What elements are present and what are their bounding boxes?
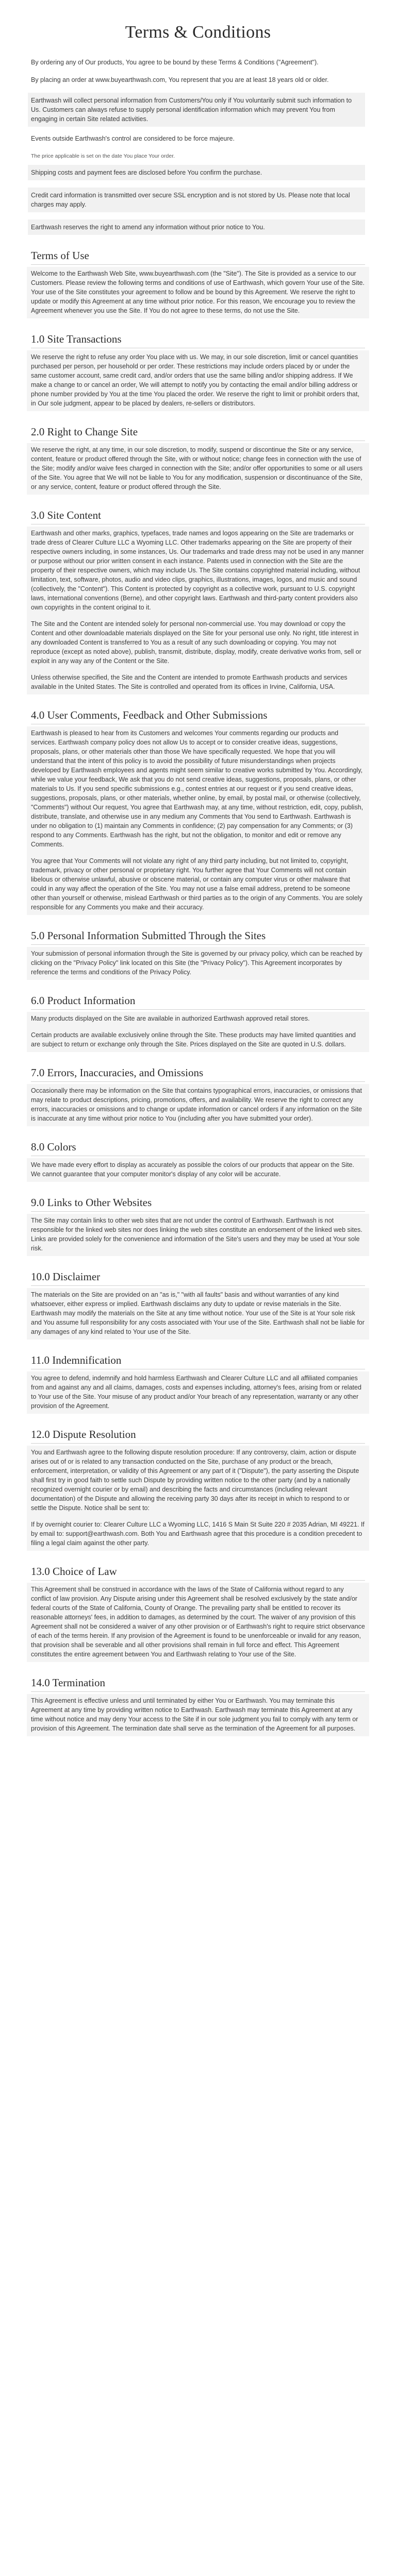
terms-section: [31, 929, 365, 980]
intro-highlight: [28, 219, 365, 235]
terms-section: [31, 1141, 365, 1182]
section-paragraph: Occasionally there may be information on the Site that contains typographical errors, inaccuracies, or omissions that may relate to product descriptions, pricing, promotions, offers, and availability. We reserve the right to correct any errors, inaccuracies or omissions and to change or update information or cancel orders if any information on the Site is inaccurate at any time without prior notice to You (including after you have submitted your order).: [31, 1087, 362, 1122]
section-body: [27, 947, 369, 980]
section-paragraph: Welcome to the Earthwash Web Site, www.buyearthwash.com (the "Site"). The Site is provided as a service to our Customers. Please review the following terms and conditions of use of Earthwash, which govern Your use of the Site. Your use of the Site constitutes your agreement to follow and be bound by this Agreement. We reserve the right to update or modify this Agreement at any time without prior notice. For this reason, We encourage you to review the Agreement whenever you use the Site. If You do not agree to these terms, do not use the Site.: [31, 270, 365, 314]
page-title: Terms & Conditions: [125, 23, 271, 42]
section-body: [27, 1214, 369, 1256]
intro-paragraph: By ordering any of Our products, You agree to be bound by these Terms & Conditions ("Agreement").: [31, 59, 319, 66]
section-paragraph: If by overnight courier to: Clearer Culture LLC a Wyoming LLC, 1416 S Main St Suite 220 # 2035 Adrian, MI 49221. If by email to: support@earthwash.com. Both You and Earthwash agree that this procedure is a condition precedent to filing a legal claim against the other party.: [31, 1521, 365, 1547]
section-heading: 14.0 Termination: [31, 1676, 365, 1692]
intro-paragraph: Events outside Earthwash's control are considered to be force majeure.: [31, 135, 235, 142]
section-paragraph: We reserve the right to refuse any order You place with us. We may, in our sole discretion, limit or cancel quantities purchased per person, per household or per order. These restrictions may include orders placed by or under the same customer account, same credit card, and/or orders that use the same billing and/or shipping address. If We make a change to or cancel an order, We will attempt to notify you by contacting the email and/or billing address or phone number provided by You at the time You placed the order. We reserve the right to limit or prohibit orders that, in Our sole judgment, appear to be placed by dealers, re-sellers or distributors.: [31, 353, 359, 407]
section-paragraph: You agree that Your Comments will not violate any right of any third party including, but not limited to, copyright, trademark, privacy or other personal or proprietary right. You further agree that Your Comments will not contain libelous or otherwise unlawful, abusive or obscene material, or contain any computer virus or other malware that could in any way affect the operation of the Site. You may not use a false email address, pretend to be someone other than yourself or otherwise, mislead Earthwash or third parties as to the origin of any Comments. You are solely responsible for any Comments you make and their accuracy.: [31, 857, 362, 911]
section-paragraph: We have made every effort to display as accurately as possible the colors of our products that appear on the Site. We cannot guarantee that your computer monitor's display of any color will be accurate.: [31, 1161, 354, 1178]
section-paragraph: You agree to defend, indemnify and hold harmless Earthwash and Clearer Culture LLC and all affiliated companies from and against any and all claims, damages, costs and expenses including, attorney's fees, arising from or related to Your use of the Site. Your misuse of any product and/or Your breach of any representation, warranty or any other provision of the Agreement.: [31, 1375, 361, 1410]
intro-paragraph: Earthwash reserves the right to amend any information without prior notice to You.: [31, 224, 265, 231]
section-heading: 7.0 Errors, Inaccuracies, and Omissions: [31, 1066, 365, 1082]
section-heading: Terms of Use: [31, 249, 365, 265]
section-paragraph: Certain products are available exclusively online through the Site. These products may have limited quantities and are subject to return or exchange only through the Site. Prices displayed on the Site are quoted in U.S. dollars.: [31, 1031, 356, 1048]
terms-content: [31, 0, 365, 1736]
intro-paragraph: Shipping costs and payment fees are disclosed before You confirm the purchase.: [31, 169, 262, 176]
terms-section: [31, 709, 365, 915]
section-paragraph: Many products displayed on the Site are available in authorized Earthwash approved retail stores.: [31, 1015, 310, 1022]
section-paragraph: Earthwash and other marks, graphics, typefaces, trade names and logos appearing on the Site are trademarks or trade dress of Clearer Culture LLC a Wyoming LLC. Other trademarks appearing on the Site are property of their respective owners including, in some instances, Us. Our trademarks and trade dress may not be used in any manner or purpose without our prior written consent in each instance. Patents used in connection with the Site are the property of their respective owners, which may include Us. The Site contains copyrighted material including, without limitation, text, software, photos, audio and video clips, graphics, illustrations, images, logos, and music and sound (collectively, the "Content"). This Content is protected by copyright as a collective work, pursuant to U.S. copyright laws, international conventions (Berne), and other copyright laws. Earthwash and third-party content providers also own copyrights in the content original to it.: [31, 530, 364, 611]
section-heading: 12.0 Dispute Resolution: [31, 1428, 365, 1444]
section-body: [27, 527, 369, 694]
terms-section: [31, 1270, 365, 1340]
section-paragraph: Your submission of personal information through the Site is governed by our privacy policy, which can be reached by clicking on the "Privacy Policy" link located on this Site (the "Privacy Policy"). This Agreement incorporates by reference the terms and conditions of the Privacy Policy.: [31, 950, 362, 976]
terms-section: [31, 333, 365, 411]
section-body: [27, 267, 369, 318]
section-paragraph: We reserve the right, at any time, in our sole discretion, to modify, suspend or discontinue the Site or any service, content, feature or product offered through the Site, with or without notice; change fees in connection with the use of the Site; modify and/or waive fees charged in connection with the Site; and/or offer opportunities to some or all users of the Site. You agree that We will not be liable to You for any modification, suspension or discontinuance of the Site, or any service, content, feature or product offered through the Site.: [31, 446, 363, 490]
section-body: [27, 443, 369, 495]
section-paragraph: The Site may contain links to other web sites that are not under the control of Earthwash. Earthwash is not responsible for the linked web sites nor does linking the web sites constitute an endorsement of the linked web sites. Links are provided solely for the convenience and information of the Site's users and they may be used at Your sole risk.: [31, 1217, 362, 1252]
section-paragraph: The materials on the Site are provided on an "as is," "with all faults" basis and without warranties of any kind whatsoever, either express or implied. Earthwash disclaims any duty to update or revise materials in the Site. Earthwash may modify the materials on the Site at any time without notice. Your use of the Site is at Your sole risk and You assume full responsibility for any costs associated with Your use of the Site. Earthwash shall not be liable for any damages of any kind related to Your use of the Site.: [31, 1291, 365, 1335]
terms-section: [31, 1196, 365, 1256]
intro-paragraph: Earthwash will collect personal information from Customers/You only if You voluntarily submit such information to Us. Customers can always refuse to supply personal identification information which may prevent You from engaging in certain Site related activities.: [31, 97, 352, 123]
section-heading: 11.0 Indemnification: [31, 1354, 365, 1369]
section-heading: 6.0 Product Information: [31, 994, 365, 1010]
section-heading: 4.0 User Comments, Feedback and Other Submissions: [31, 709, 365, 724]
section-body: [27, 1446, 369, 1551]
section-paragraph: You and Earthwash agree to the following dispute resolution procedure: If any controversy, claim, action or dispute arises out of or is related to any transaction conducted on the Site, purchase of any product or the breach, enforcement, interpretation, or validity of this Agreement or any part of it ("Dispute"), the party asserting the Dispute shall first try in good faith to settle such Dispute by providing written notice to the other party (and by a nationally recognized overnight courier or by email) and describing the facts and circumstances (including relevant documentation) of the Dispute and allowing the receiving party 30 days after its receipt in which to respond to or settle the Dispute. Notice shall be sent to:: [31, 1449, 359, 1512]
section-body: [27, 1288, 369, 1340]
terms-sections: [31, 249, 365, 1736]
section-paragraph: Earthwash is pleased to hear from its Customers and welcomes Your comments regarding our products and services. Earthwash company policy does not allow Us to accept or to consider creative ideas, suggestions, proposals, plans, or other materials other than those We have specifically requested. We hope that you will understand that the intent of this policy is to avoid the possibility of future misunderstandings when projects developed by Earthwash employees and agents might seem similar to creative works submitted by You. Accordingly, while we value your feedback, We ask that you do not send creative ideas, suggestions, proposals, plans, or other materials to Us. If you send specific submissions e.g., contest entries at our request or if you send creative ideas, suggestions, proposals, plans, or other materials, whether online, by email, by postal mail, or otherwise (collectively, "Comments") without Our request, You agree that Earthwash may, at any time, without restriction, edit, copy, publish, distribute, translate, and otherwise use in any medium any Comments that You send to Earthwash. Earthwash is under no obligation to (1) maintain any Comments in confidence; (2) pay compensation for any Comments; or (3) respond to any Comments. Earthwash has the right, but not the obligation, to monitor and edit or remove any Comments.: [31, 730, 364, 848]
intro-paragraph: Credit card information is transmitted over secure SSL encryption and is not stored by Us. Please note that local charges may apply.: [31, 192, 350, 208]
section-paragraph: This Agreement shall be construed in accordance with the laws of the State of California without regard to any conflict of law provision. Any Dispute arising under this Agreement shall be resolved exclusively by the state and/or federal courts of the State of California, County of Orange. The prevailing party shall be entitled to recover its reasonable attorneys' fees, in addition to damages, as determined by the court. The waiver of any provision of this Agreement shall not be considered a waiver of any other provision or of Earthwash's right to require strict observance of each of the terms herein. If any provision of the Agreement is found to be unenforceable or invalid for any reason, that provision shall be severable and all other provisions shall remain in full force and effect. This Agreement constitutes the entire agreement between You and Earthwash relating to Your use of the Site.: [31, 1586, 365, 1658]
section-body: [27, 1012, 369, 1052]
section-heading: 1.0 Site Transactions: [31, 333, 365, 348]
section-body: [27, 1694, 369, 1736]
section-paragraph: The Site and the Content are intended solely for personal non-commercial use. You may download or copy the Content and other downloadable materials displayed on the Site for your personal use only. No right, title interest in any downloaded Content is transferred to You as a result of any such downloading or copying. You may not reproduce (except as noted above), publish, transmit, distribute, display, modify, create derivative works from, sell or exploit in any way any of the Content or the Site.: [31, 620, 361, 665]
section-body: [27, 1084, 369, 1126]
section-body: [27, 1371, 369, 1414]
section-heading: 5.0 Personal Information Submitted Through the Sites: [31, 929, 365, 945]
intro-highlight: [28, 93, 365, 127]
section-paragraph: Unless otherwise specified, the Site and the Content are intended to promote Earthwash products and services available in the United States. The Site is controlled and operated from its offices in Irvine, California, USA.: [31, 674, 348, 690]
section-heading: 9.0 Links to Other Websites: [31, 1196, 365, 1212]
terms-section: [31, 1676, 365, 1736]
terms-section: [31, 426, 365, 495]
section-body: [27, 726, 369, 915]
terms-section: [31, 1428, 365, 1551]
section-heading: 8.0 Colors: [31, 1141, 365, 1156]
terms-section: [31, 1066, 365, 1126]
section-heading: 2.0 Right to Change Site: [31, 426, 365, 441]
terms-section: [31, 1565, 365, 1662]
section-body: [27, 1583, 369, 1662]
section-paragraph: This Agreement is effective unless and until terminated by either You or Earthwash. You may terminate this Agreement at any time by providing written notice to Earthwash. Earthwash may terminate this Agreement at any time without notice and may deny Your access to the Site if in our sole judgment you fail to comply with any term or provision of this Agreement. The termination date shall serve as the termination of the Agreement for all purposes.: [31, 1697, 358, 1732]
intro-paragraph: By placing an order at www.buyearthwash.com, You represent that you are at least 18 years old or older.: [31, 76, 329, 83]
terms-section: [31, 249, 365, 318]
price-note: The price applicable is set on the date You place Your order.: [31, 153, 175, 159]
terms-section: [31, 509, 365, 694]
intro-highlight: [28, 188, 365, 212]
terms-section: [31, 994, 365, 1052]
terms-section: [31, 1354, 365, 1414]
section-heading: 10.0 Disclaimer: [31, 1270, 365, 1286]
section-body: [27, 350, 369, 411]
intro-highlight: [28, 165, 365, 180]
section-heading: 13.0 Choice of Law: [31, 1565, 365, 1581]
section-body: [27, 1158, 369, 1182]
section-heading: 3.0 Site Content: [31, 509, 365, 524]
